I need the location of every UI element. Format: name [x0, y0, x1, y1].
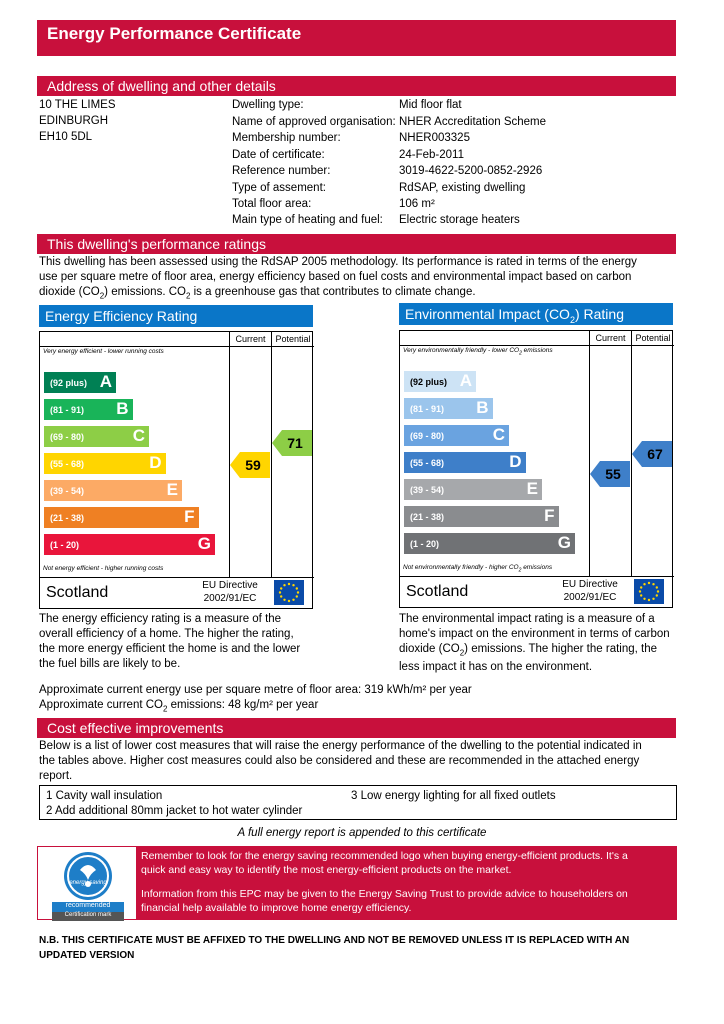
- address-line-1: 10 THE LIMES: [39, 99, 116, 111]
- eu-directive: EU Directive 2002/91/EC: [562, 579, 618, 603]
- col-current: Current: [595, 333, 626, 343]
- detail-label: Type of assement:: [232, 182, 326, 194]
- energy-saving-logo-icon: [58, 850, 118, 902]
- section-heading-performance: This dwelling's performance ratings: [37, 234, 676, 254]
- rating-band-f: (21 - 38) F: [44, 507, 199, 528]
- efficiency-rating-heading: Energy Efficiency Rating: [39, 305, 313, 327]
- top-note: Very energy efficient - lower running costs: [43, 348, 164, 355]
- detail-value: RdSAP, existing dwelling: [399, 182, 526, 194]
- detail-value: 24-Feb-2011: [399, 149, 464, 161]
- improvement-item: 3 Low energy lighting for all fixed outlets: [351, 790, 556, 802]
- rating-band-g: (1 - 20) G: [44, 534, 215, 555]
- detail-value: NHER003325: [399, 132, 470, 144]
- col-potential: Potential: [275, 334, 311, 344]
- intro-line: This dwelling has been assessed using the RdSAP 2005 methodology. Its performance is rated in terms of the energy: [39, 256, 637, 268]
- rating-band-c: (69 - 80) C: [44, 426, 149, 447]
- energy-saving-band: [37, 846, 677, 920]
- region-label: Scotland: [406, 583, 469, 600]
- approx-co2: Approximate current $CO_2$ emissions: 48 kg/m² per year: [39, 699, 319, 714]
- efficiency-explanation: The energy efficiency rating is a measure of the overall efficiency of a home. The higher the rating, the more energy efficient the home is and the lower the fuel bills are likely to be.: [39, 613, 301, 670]
- improvement-item: 1 Cavity wall insulation: [46, 790, 163, 802]
- page-title: Energy Performance Certificate: [37, 20, 676, 56]
- potential-rating-value: 67: [647, 446, 663, 462]
- top-note: Very environmentally friendly - lower $CO_2$ emissions: [403, 347, 553, 357]
- rating-band-f: (21 - 38) F: [404, 506, 559, 527]
- detail-value: 106 m²: [399, 198, 435, 210]
- detail-label: Dwelling type:: [232, 99, 304, 111]
- detail-value: Electric storage heaters: [399, 214, 520, 226]
- eu-directive: EU Directive 2002/91/EC: [202, 580, 258, 604]
- energy-saving-logo: energy saving recommended Certification mark: [37, 846, 137, 920]
- eu-flag-icon: [273, 579, 305, 606]
- col-current: Current: [235, 334, 266, 344]
- current-rating-value: 55: [605, 466, 621, 482]
- rating-band-b: (81 - 91) B: [404, 398, 493, 419]
- detail-value: NHER Accreditation Scheme: [399, 116, 547, 128]
- rating-band-d: (55 - 68) D: [44, 453, 166, 474]
- energy-saving-text: Remember to look for the energy saving recommended logo when buying energy-efficient products. It's a quick and easy way to identify the most energy-efficient products on the market. Information from this EPC may be given to the Energy Saving Trust to provide advice to householders on financial help available to improve home energy efficiency.: [141, 850, 628, 914]
- improvements-list: [39, 785, 677, 820]
- performance-intro: [39, 255, 679, 303]
- detail-label: Total floor area:: [232, 198, 312, 210]
- address-line-3: EH10 5DL: [39, 131, 93, 143]
- environment-explanation: The environmental impact rating is a measure of a home's impact on the environment in terms of carbon dioxide $(CO_2)$ emissions. The higher the rating, the less impact it has on the environment.: [399, 613, 670, 674]
- intro-line: dioxide $(CO_2)$ emissions. $CO_2$ is a greenhouse gas that contributes to climate change.: [39, 286, 476, 301]
- detail-label: Main type of heating and fuel:: [232, 214, 383, 226]
- rating-band-g: (1 - 20) G: [404, 533, 575, 554]
- approx-values: [39, 683, 679, 716]
- improvement-item: 2 Add additional 80mm jacket to hot water cylinder: [46, 805, 303, 817]
- detail-value: Mid floor flat: [399, 99, 462, 111]
- address-line-2: EDINBURGH: [39, 115, 109, 127]
- detail-label: Membership number:: [232, 132, 341, 144]
- section-heading-improvements: Cost effective improvements: [37, 718, 676, 738]
- improvements-intro: Below is a list of lower cost measures that will raise the energy performance of the dwelling to the potential indicated in the tables above. Higher cost measures could also be considered and these are recommended in the attached energy report.: [39, 740, 642, 782]
- intro-line: use per square metre of floor area, energy efficiency based on fuel costs and environmental impact based on carbon: [39, 271, 632, 283]
- region-label: Scotland: [46, 584, 109, 601]
- environment-chart: [399, 330, 673, 608]
- rating-band-e: (39 - 54) E: [44, 480, 182, 501]
- efficiency-chart: [39, 331, 313, 609]
- rating-band-e: (39 - 54) E: [404, 479, 542, 500]
- eu-flag-icon: [633, 578, 665, 605]
- nb-notice: N.B. THIS CERTIFICATE MUST BE AFFIXED TO THE DWELLING AND NOT BE REMOVED UNLESS IT IS REPLACED WITH AN UPDATED VERSION: [39, 935, 630, 961]
- current-rating-value: 59: [245, 457, 261, 473]
- detail-value: 3019-4622-5200-0852-2926: [399, 165, 543, 177]
- rating-band-b: (81 - 91) B: [44, 399, 133, 420]
- col-potential: Potential: [635, 333, 671, 343]
- detail-label: Reference number:: [232, 165, 331, 177]
- rating-band-c: (69 - 80) C: [404, 425, 509, 446]
- rating-band-d: (55 - 68) D: [404, 452, 526, 473]
- rating-band-a: (92 plus) A: [44, 372, 116, 393]
- bottom-note: Not environmentally friendly - higher $CO_2$ emissions: [403, 564, 553, 574]
- rating-band-a: (92 plus) A: [404, 371, 476, 392]
- environment-rating-heading: Environmental Impact $(CO_2)$ Rating: [399, 303, 673, 325]
- detail-label: Date of certificate:: [232, 149, 325, 161]
- potential-rating-value: 71: [287, 435, 303, 451]
- approx-energy-use: Approximate current energy use per square metre of floor area: 319 kWh/m² per year: [39, 684, 472, 696]
- full-report-note: A full energy report is appended to this certificate: [237, 827, 487, 839]
- bottom-note: Not energy efficient - higher running costs: [43, 565, 164, 572]
- detail-label: Name of approved organisation:: [232, 116, 396, 128]
- section-heading-address: Address of dwelling and other details: [37, 76, 676, 96]
